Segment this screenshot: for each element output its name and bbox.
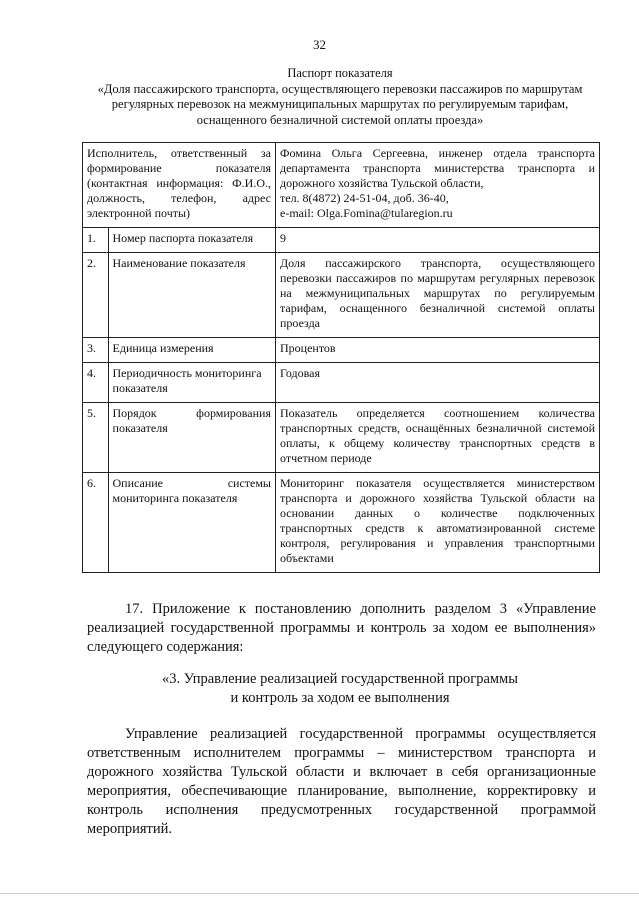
row-label: Периодичность мониторинга показателя — [108, 363, 275, 403]
passport-table — [82, 142, 600, 573]
row-number: 6. — [83, 473, 109, 573]
table-row — [83, 338, 600, 363]
responsible-value — [276, 143, 600, 228]
section-3-heading-line: и контроль за ходом ее выполнения — [230, 690, 450, 706]
page-bottom-edge — [0, 893, 639, 894]
row-label: Наименование показателя — [108, 253, 275, 338]
responsible-email: e-mail: Olga.Fomina@tularegion.ru — [280, 206, 453, 220]
row-value: Мониторинг показателя осуществляется министерством транспорта и дорожного хозяйства Тульской области на основании данных о количестве подключенных транспортных средств к автоматизированной системе контроля, регулирования и управления транспортными объектами — [276, 473, 600, 573]
row-number: 2. — [83, 253, 109, 338]
row-value: Годовая — [276, 363, 600, 403]
table-row — [83, 363, 600, 403]
table-row — [83, 403, 600, 473]
section-3-heading — [80, 670, 600, 708]
section-3-paragraph: Управление реализацией государственной программы осуществляется ответственным исполнителем программы – министерством транспорта и дорожного хозяйства Тульской области и включает в себя организационные мероприятия, обеспечивающие планирование, выполнение, корректировку и контроль исполнения предусмотренных государственной программой мероприятий. — [87, 726, 596, 837]
table-row — [83, 228, 600, 253]
passport-title: Паспорт показателя — [287, 66, 393, 80]
responsible-phone: тел. 8(4872) 24-51-04, доб. 36-40, — [280, 191, 449, 205]
table-row — [83, 143, 600, 228]
passport-subtitle-line: оснащенного безналичной системой оплаты проезда» — [196, 112, 484, 127]
row-value: Процентов — [276, 338, 600, 363]
table-row — [83, 473, 600, 573]
paragraph-17: 17. Приложение к постановлению дополнить разделом 3 «Управление реализацией государственной программы и контроль за ходом ее выполнения» следующего содержания: — [87, 601, 596, 655]
responsible-label: Исполнитель, ответственный за формирование показателя (контактная информация: Ф.И.О., должность, телефон, адрес электронной почты) — [83, 143, 276, 228]
passport-subtitle-line: регулярных перевозок на межмуниципальных маршрутах по регулируемым тарифам, — [111, 97, 569, 111]
row-number: 5. — [83, 403, 109, 473]
row-label: Порядок формирования показателя — [108, 403, 275, 473]
section-3-heading-line: «3. Управление реализацией государственной программы — [162, 671, 518, 687]
row-value: Доля пассажирского транспорта, осуществляющего перевозки пассажиров по маршрутам регулярных перевозок на межмуниципальных маршрутах по регулируемым тарифам, оснащенного безналичной системой оплаты проезда — [276, 253, 600, 338]
row-value: Показатель определяется соотношением количества транспортных средств, оснащённых безналичной системой оплаты, к общему количеству транспортных средств в отчетном периоде — [276, 403, 600, 473]
row-number: 1. — [83, 228, 109, 253]
passport-title-block — [70, 66, 610, 128]
responsible-value-line: Фомина Ольга Сергеевна, инженер отдела транспорта департамента транспорта министерства транспорта и дорожного хозяйства Тульской области, — [280, 146, 595, 190]
row-number: 4. — [83, 363, 109, 403]
row-label: Номер паспорта показателя — [108, 228, 275, 253]
row-label: Описание системы мониторинга показателя — [108, 473, 275, 573]
row-value: 9 — [276, 228, 600, 253]
passport-subtitle-line: «Доля пассажирского транспорта, осуществляющего перевозки пассажиров по маршрутам — [97, 81, 583, 96]
row-number: 3. — [83, 338, 109, 363]
table-row — [83, 253, 600, 338]
row-label: Единица измерения — [108, 338, 275, 363]
page-number: 32 — [313, 37, 326, 52]
